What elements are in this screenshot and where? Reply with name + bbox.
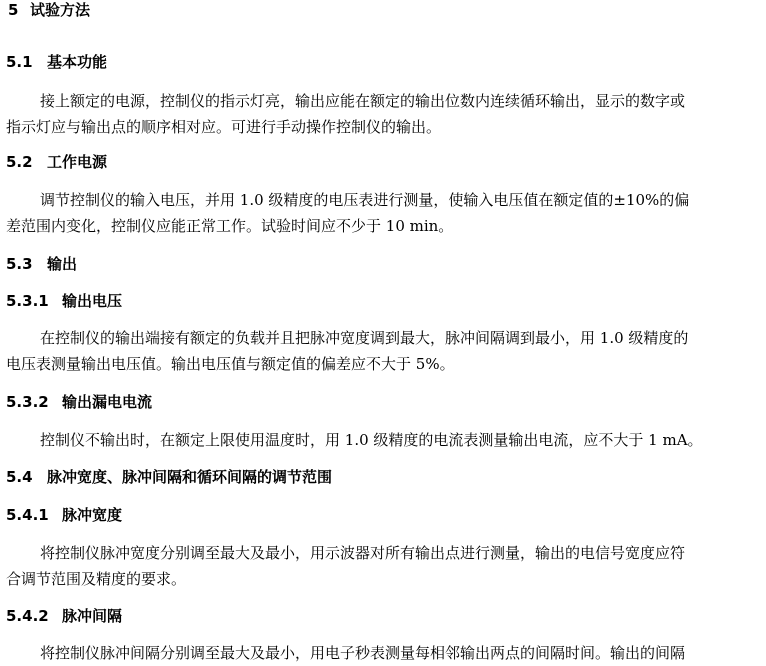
paragraph-line: 控制仪不输出时，在额定上限使用温度时，用 1.0 级精度的电流表测量输出电流，应不大于 1 mA。 bbox=[40, 431, 703, 449]
section-title: 试验方法 bbox=[30, 1, 91, 19]
section-number: 5.4 bbox=[6, 468, 33, 486]
section-heading-5-4-2 bbox=[6, 606, 122, 626]
section-title: 输出 bbox=[47, 255, 78, 273]
section-number: 5.4.1 bbox=[6, 506, 49, 524]
paragraph-line: 指示灯应与输出点的顺序相对应。可进行手动操作控制仪的输出。 bbox=[6, 118, 442, 136]
section-title: 输出漏电电流 bbox=[62, 393, 153, 411]
section-number: 5.2 bbox=[6, 153, 33, 171]
section-title: 基本功能 bbox=[47, 53, 108, 71]
section-heading-5-2 bbox=[6, 152, 107, 172]
section-title: 输出电压 bbox=[62, 292, 123, 310]
section-number: 5.1 bbox=[6, 53, 33, 71]
paragraph-line: 差范围内变化，控制仪应能正常工作。试验时间应不少于 10 min。 bbox=[6, 217, 454, 235]
section-number: 5.4.2 bbox=[6, 607, 49, 625]
paragraph-line: 电压表测量输出电压值。输出电压值与额定值的偏差应不大于 5%。 bbox=[6, 355, 455, 373]
section-number: 5.3 bbox=[6, 255, 33, 273]
paragraph-line: 调节控制仪的输入电压，并用 1.0 级精度的电压表进行测量，使输入电压值在额定值的±10%的偏 bbox=[40, 191, 690, 209]
section-heading-5-1 bbox=[6, 52, 107, 72]
section-number: 5.3.2 bbox=[6, 393, 49, 411]
section-heading-5-4-1 bbox=[6, 505, 122, 525]
section-number: 5.3.1 bbox=[6, 292, 49, 310]
section-title: 脉冲宽度 bbox=[62, 506, 123, 524]
section-title: 工作电源 bbox=[47, 153, 108, 171]
section-heading-5-3-2 bbox=[6, 392, 152, 412]
paragraph-line: 接上额定的电源，控制仪的指示灯亮，输出应能在额定的输出位数内连续循环输出，显示的数字或 bbox=[40, 92, 686, 110]
section-title: 脉冲间隔 bbox=[62, 607, 123, 625]
section-heading-5-3-1 bbox=[6, 291, 122, 311]
paragraph-line: 将控制仪脉冲宽度分别调至最大及最小，用示波器对所有输出点进行测量，输出的电信号宽度应符 bbox=[40, 544, 686, 562]
paragraph-line: 将控制仪脉冲间隔分别调至最大及最小，用电子秒表测量每相邻输出两点的间隔时间。输出的间隔 bbox=[40, 644, 686, 662]
section-title: 脉冲宽度、脉冲间隔和循环间隔的调节范围 bbox=[47, 468, 333, 486]
section-heading-5 bbox=[8, 0, 90, 20]
section-heading-5-4 bbox=[6, 467, 332, 487]
paragraph-line: 在控制仪的输出端接有额定的负载并且把脉冲宽度调到最大，脉冲间隔调到最小，用 1.0 级精度的 bbox=[40, 329, 689, 347]
section-heading-5-3 bbox=[6, 254, 77, 274]
paragraph-line: 合调节范围及精度的要求。 bbox=[6, 570, 187, 588]
section-number: 5 bbox=[8, 1, 19, 19]
